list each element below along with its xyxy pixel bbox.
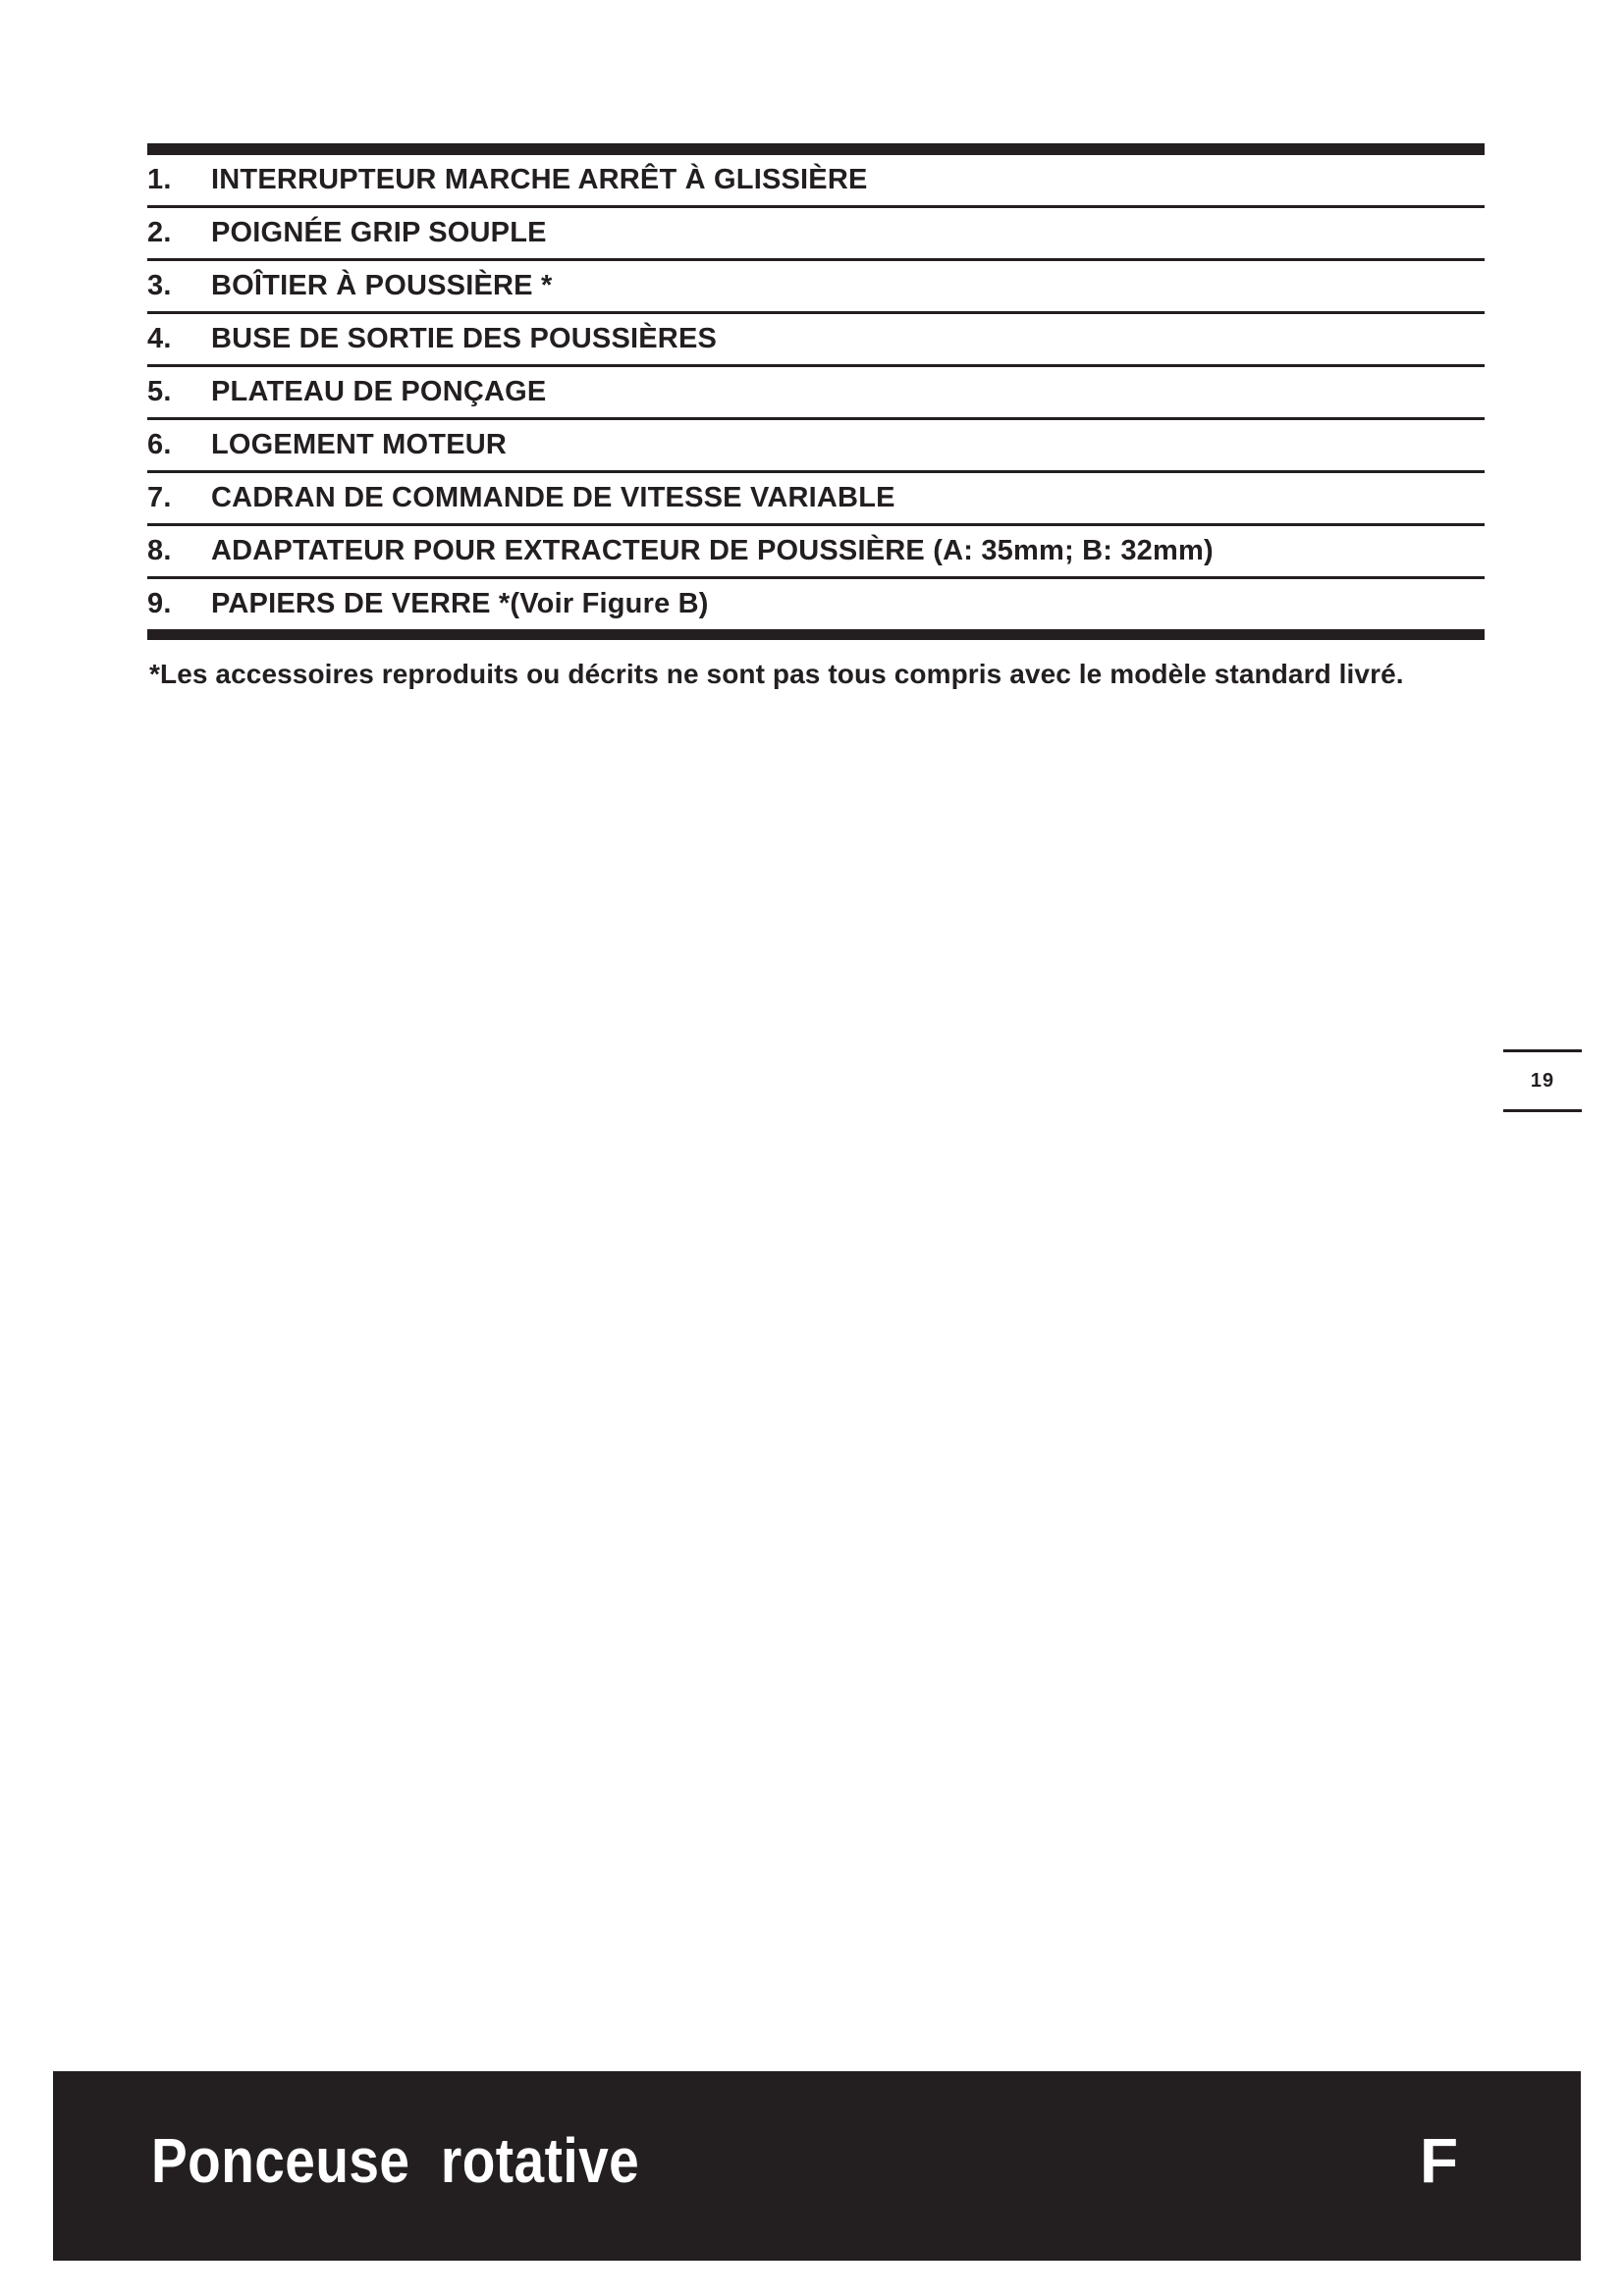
item-number: 8. [147, 535, 172, 566]
item-label: PAPIERS DE VERRE *(Voir Figure B) [211, 588, 709, 619]
parts-list-item [147, 155, 1485, 208]
item-number: 5. [147, 376, 172, 407]
item-label: LOGEMENT MOTEUR [211, 429, 508, 460]
item-label: BOÎTIER À POUSSIÈRE * [211, 270, 553, 301]
parts-list-item [147, 314, 1485, 367]
parts-list-item [147, 261, 1485, 314]
page-number-text: 19 [1530, 1069, 1555, 1092]
item-label: POIGNÉE GRIP SOUPLE [211, 217, 547, 248]
item-label: CADRAN DE COMMANDE DE VITESSE VARIABLE [211, 482, 895, 513]
parts-list-item [147, 367, 1485, 420]
item-label: ADAPTATEUR POUR EXTRACTEUR DE POUSSIÈRE (A: 35mm; B: 32mm) [211, 535, 1214, 566]
parts-list-item [147, 420, 1485, 473]
page-number [1503, 1049, 1582, 1112]
parts-list-item [147, 526, 1485, 579]
item-number: 2. [147, 217, 172, 248]
item-number: 1. [147, 164, 172, 195]
item-label: BUSE DE SORTIE DES POUSSIÈRES [211, 323, 718, 354]
parts-list-item [147, 208, 1485, 261]
product-title: Ponceuse rotative [151, 2125, 640, 2196]
item-number: 4. [147, 323, 172, 354]
item-number: 3. [147, 270, 172, 301]
parts-list [147, 143, 1485, 640]
accessories-footnote: *Les accessoires reproduits ou décrits ne sont pas tous compris avec le modèle standard livré. [149, 659, 1404, 689]
parts-list-item [147, 579, 1485, 629]
footer-band [53, 2071, 1581, 2261]
item-number: 9. [147, 588, 172, 619]
item-label: PLATEAU DE PONÇAGE [211, 376, 547, 407]
language-code: F [1420, 2125, 1459, 2196]
parts-list-item [147, 473, 1485, 526]
item-number: 7. [147, 482, 172, 513]
item-number: 6. [147, 429, 172, 460]
item-label: INTERRUPTEUR MARCHE ARRÊT À GLISSIÈRE [211, 164, 868, 195]
